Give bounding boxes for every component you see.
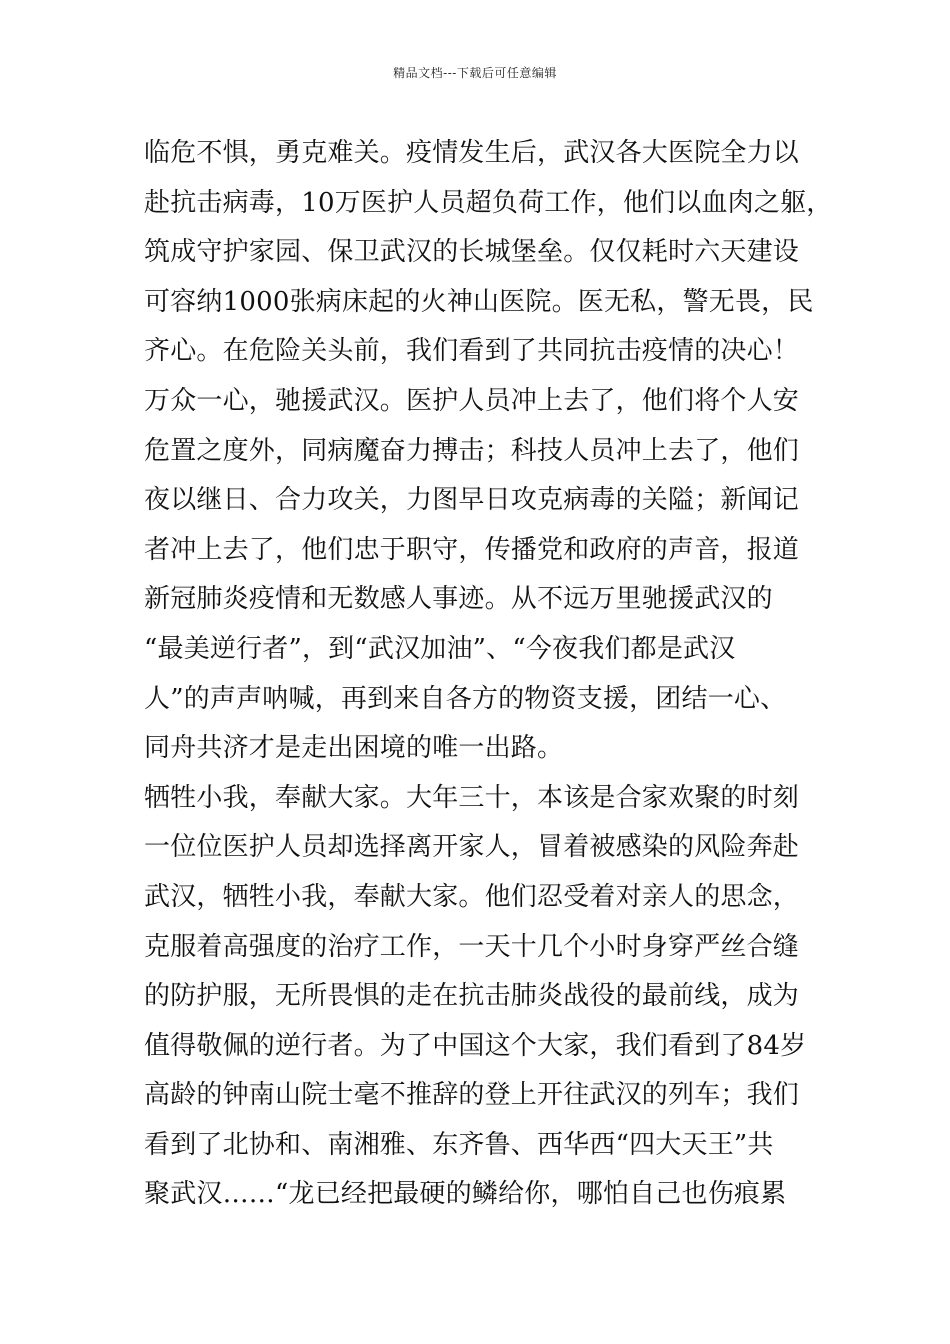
text-line: 危置之度外，同病魔奋力搏击；科技人员冲上去了，他们 bbox=[144, 435, 800, 466]
text-line: 同舟共济才是走出困境的唯一出路。 bbox=[144, 733, 564, 764]
text-line: 筑成守护家园、保卫武汉的长城堡垒。仅仅耗时六天建设 bbox=[144, 237, 800, 268]
text-line: 高龄的钟南山院士毫不推辞的登上开往武汉的列车；我们 bbox=[144, 1080, 800, 1111]
text-line: 者冲上去了，他们忠于职守，传播党和政府的声音，报道 bbox=[144, 534, 800, 565]
text-line: 夜以继日、合力攻关，力图早日攻克病毒的关隘；新闻记 bbox=[144, 485, 800, 516]
page-header: 精品文档---下载后可任意编辑 bbox=[393, 66, 557, 80]
text-line: 值得敬佩的逆行者。为了中国这个大家，我们看到了84岁 bbox=[144, 1030, 807, 1061]
text-line: 武汉，牺牲小我，奉献大家。他们忍受着对亲人的思念， bbox=[144, 881, 800, 912]
text-line: 人”的声声呐喊，再到来自各方的物资支援，团结一心、 bbox=[144, 683, 787, 714]
text-line: 新冠肺炎疫情和无数感人事迹。从不远万里驰援武汉的 bbox=[144, 584, 773, 615]
text-line: 牺牲小我，奉献大家。大年三十，本该是合家欢聚的时刻 bbox=[144, 782, 800, 813]
text-line: 的防护服，无所畏惧的走在抗击肺炎战役的最前线，成为 bbox=[144, 981, 800, 1012]
text-line: 一位位医护人员却选择离开家人，冒着被感染的风险奔赴 bbox=[144, 832, 800, 863]
text-line: 克服着高强度的治疗工作，一天十几个小时身穿严丝合缝 bbox=[144, 931, 800, 962]
text-line: 可容纳1000张病床起的火神山医院。医无私，警无畏，民 bbox=[144, 286, 814, 317]
text-line: 万众一心，驰援武汉。医护人员冲上去了，他们将个人安 bbox=[144, 385, 800, 416]
text-line: 赴抗击病毒，10万医护人员超负荷工作，他们以血肉之躯， bbox=[144, 187, 833, 218]
body-text bbox=[144, 129, 834, 1220]
text-line: 看到了北协和、南湘雅、东齐鲁、西华西“四大天王”共 bbox=[144, 1129, 774, 1160]
text-line: “最美逆行者”，到“武汉加油”、“今夜我们都是武汉 bbox=[144, 633, 736, 664]
text-line: 聚武汉……“龙已经把最硬的鳞给你，哪怕自己也伤痕累 bbox=[144, 1179, 787, 1210]
text-line: 齐心。在危险关头前，我们看到了共同抗击疫情的决心！ bbox=[144, 336, 800, 367]
text-line: 临危不惧，勇克难关。疫情发生后，武汉各大医院全力以 bbox=[144, 138, 800, 168]
